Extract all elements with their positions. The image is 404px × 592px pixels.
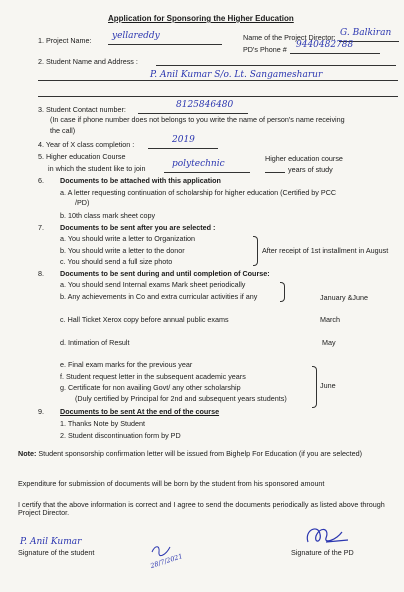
- director-label: Name of the Project Director:: [243, 33, 336, 42]
- s8-g: g. Certificate for non availing Govt/ any other scholarship: [60, 383, 241, 392]
- years-label-2: years of study: [288, 165, 333, 174]
- date-stamp: 28/7/2021: [149, 552, 184, 570]
- s8-title: Documents to be sent during and until completion of Course:: [60, 269, 270, 278]
- s7-c: c. You should send a full size photo: [60, 257, 173, 266]
- project-name-value: yellareddy: [112, 31, 160, 41]
- student-label: 2. Student Name and Address :: [38, 57, 138, 66]
- student-line-2: [38, 80, 398, 81]
- s6-b: b. 10th class mark sheet copy: [60, 211, 156, 220]
- student-line-1: [156, 65, 396, 66]
- s9-title: Documents to be sent At the end of the course: [60, 407, 220, 416]
- project-name-line: [108, 44, 222, 45]
- s8-number: 8.: [38, 269, 44, 278]
- course-line: [164, 172, 250, 173]
- s6-a2: /PD): [75, 198, 90, 207]
- s6-number: 6.: [38, 176, 44, 185]
- page-title: Application for Sponsoring the Higher Education: [108, 14, 294, 23]
- s6-title: Documents to be attached with this application: [60, 176, 221, 185]
- course-label-2: in which the student like to join: [48, 164, 146, 173]
- note-3: I certify that the above information is correct and I agree to send the documents periodically as listed above through Project Director.: [18, 500, 385, 518]
- note-2: Expenditure for submission of documents will be born by the student from his sponsored amount: [18, 479, 325, 488]
- s8-d-when: May: [322, 338, 336, 347]
- s7-a: a. You should write a letter to Organization: [60, 234, 196, 243]
- s8-efg-brace: [312, 366, 317, 408]
- note-1: [18, 450, 390, 458]
- s7-title: Documents to be sent after you are selected :: [60, 223, 216, 232]
- s9-number: 9.: [38, 407, 44, 416]
- s8-a: a. You should send Internal exams Mark sheet periodically: [60, 280, 246, 289]
- year-line: [148, 148, 218, 149]
- s8-f: f. Student request letter in the subsequent academic years: [60, 372, 246, 381]
- years-line: [265, 172, 285, 173]
- s8-c-when: March: [320, 315, 340, 324]
- course-label-1: 5. Higher education Course: [38, 152, 126, 161]
- student-value: P. Anil Kumar S/o. Lt. Sangamesharur: [150, 70, 323, 80]
- s7-number: 7.: [38, 223, 44, 232]
- pd-signature-mark: [296, 522, 356, 548]
- s7-brace: [253, 236, 258, 266]
- initials-mark: [150, 543, 176, 557]
- s8-ab-brace: [280, 282, 285, 302]
- pd-phone-line: [290, 53, 380, 54]
- s8-e: e. Final exam marks for the previous year: [60, 360, 193, 369]
- year-value: 2019: [172, 135, 195, 145]
- student-signature: P. Anil Kumar: [20, 537, 82, 547]
- project-name-label: 1. Project Name:: [38, 36, 92, 45]
- s6-a: a. A letter requesting continuation of scholarship for higher education (Certified by PCC: [60, 188, 337, 197]
- s8-d: d. Intimation of Result: [60, 338, 130, 347]
- note-1-label: Note:: [18, 449, 37, 458]
- pd-phone-value: 9440482788: [296, 40, 354, 50]
- note-1-text: Student sponsorship confirmation letter will be issued from Bighelp For Education (if you are selected): [36, 449, 362, 458]
- contact-note-2: the call): [50, 126, 76, 135]
- s8-b: b. Any achievements in Co and extra curricular activities if any: [60, 292, 258, 301]
- contact-label: 3. Student Contact number:: [38, 105, 126, 114]
- s8-c: c. Hall Ticket Xerox copy before annual public exams: [60, 315, 229, 324]
- contact-value: 8125846480: [176, 100, 234, 110]
- s8-efg-when: June: [320, 381, 336, 390]
- director-value: G. Balkiran: [340, 28, 392, 38]
- s9-item-2: 2. Student discontinuation form by PD: [60, 431, 181, 440]
- year-label: 4. Year of X class completion :: [38, 140, 135, 149]
- student-line-3: [38, 96, 398, 97]
- pd-signature-label: Signature of the PD: [291, 548, 354, 557]
- s9-item-1: 1. Thanks Note by Student: [60, 419, 145, 428]
- student-signature-label: Signature of the student: [18, 548, 95, 557]
- course-value: polytechnic: [172, 159, 225, 169]
- s7-note: After receipt of 1st installment in August: [262, 246, 389, 255]
- contact-note-1: (In case if phone number does not belongs to you write the name of person's name receiving: [50, 115, 345, 124]
- s7-b: b. You should write a letter to the donor: [60, 246, 185, 255]
- s8-g2: (Duly certified by Principal for 2nd and subsequent years students): [75, 394, 287, 403]
- s8-b-when: January &June: [320, 293, 368, 302]
- contact-line: [138, 113, 248, 114]
- pd-phone-label: PD's Phone #: [243, 45, 287, 54]
- years-label-1: Higher education course: [265, 154, 343, 163]
